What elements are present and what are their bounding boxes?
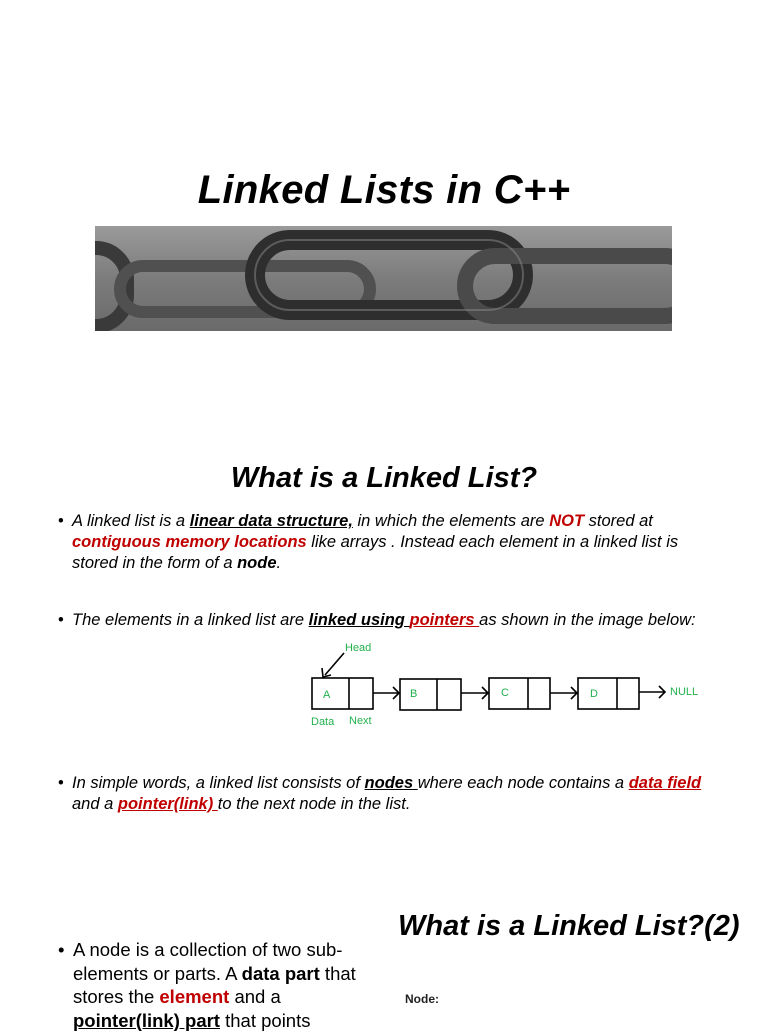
head-label: Head bbox=[345, 642, 372, 654]
linked-list-diagram bbox=[300, 638, 720, 733]
node-d-label: D bbox=[590, 688, 598, 700]
node-c bbox=[489, 678, 550, 709]
data-label: Data bbox=[311, 716, 335, 728]
bullet-pointers: • The elements in a linked list are linked using pointers as shown in the image below: bbox=[58, 610, 718, 631]
bullet-node: • A node is a collection of two sub-elements or parts. A data part that stores the element and a pointer(link) part that points bbox=[58, 938, 378, 1032]
chain-image bbox=[95, 226, 672, 331]
next-label: Next bbox=[349, 715, 372, 727]
node-d bbox=[578, 678, 639, 709]
section-title-2: What is a Linked List?(2) bbox=[398, 910, 740, 942]
node-a-label: A bbox=[323, 689, 331, 701]
bullet-definition: • A linked list is a linear data structure, in which the elements are NOT stored at contiguous memory locations like arrays . Instead each element in a linked list is stored in the form of a node. bbox=[58, 511, 718, 574]
node-label: Node: bbox=[405, 992, 439, 1006]
slide-title: Linked Lists in C++ bbox=[197, 168, 571, 212]
section-title: What is a Linked List? bbox=[230, 462, 538, 494]
bullet-list bbox=[58, 938, 378, 1032]
node-a bbox=[312, 678, 373, 709]
null-label: NULL bbox=[670, 686, 699, 698]
node-b-label: B bbox=[410, 688, 418, 700]
bullet-list bbox=[58, 610, 718, 631]
node-c-label: C bbox=[501, 687, 509, 699]
bullet-list bbox=[58, 773, 728, 815]
bullet-list bbox=[58, 511, 718, 574]
bullet-summary: • In simple words, a linked list consists of nodes where each node contains a data field and a pointer(link) to the next node in the list. bbox=[58, 773, 728, 815]
